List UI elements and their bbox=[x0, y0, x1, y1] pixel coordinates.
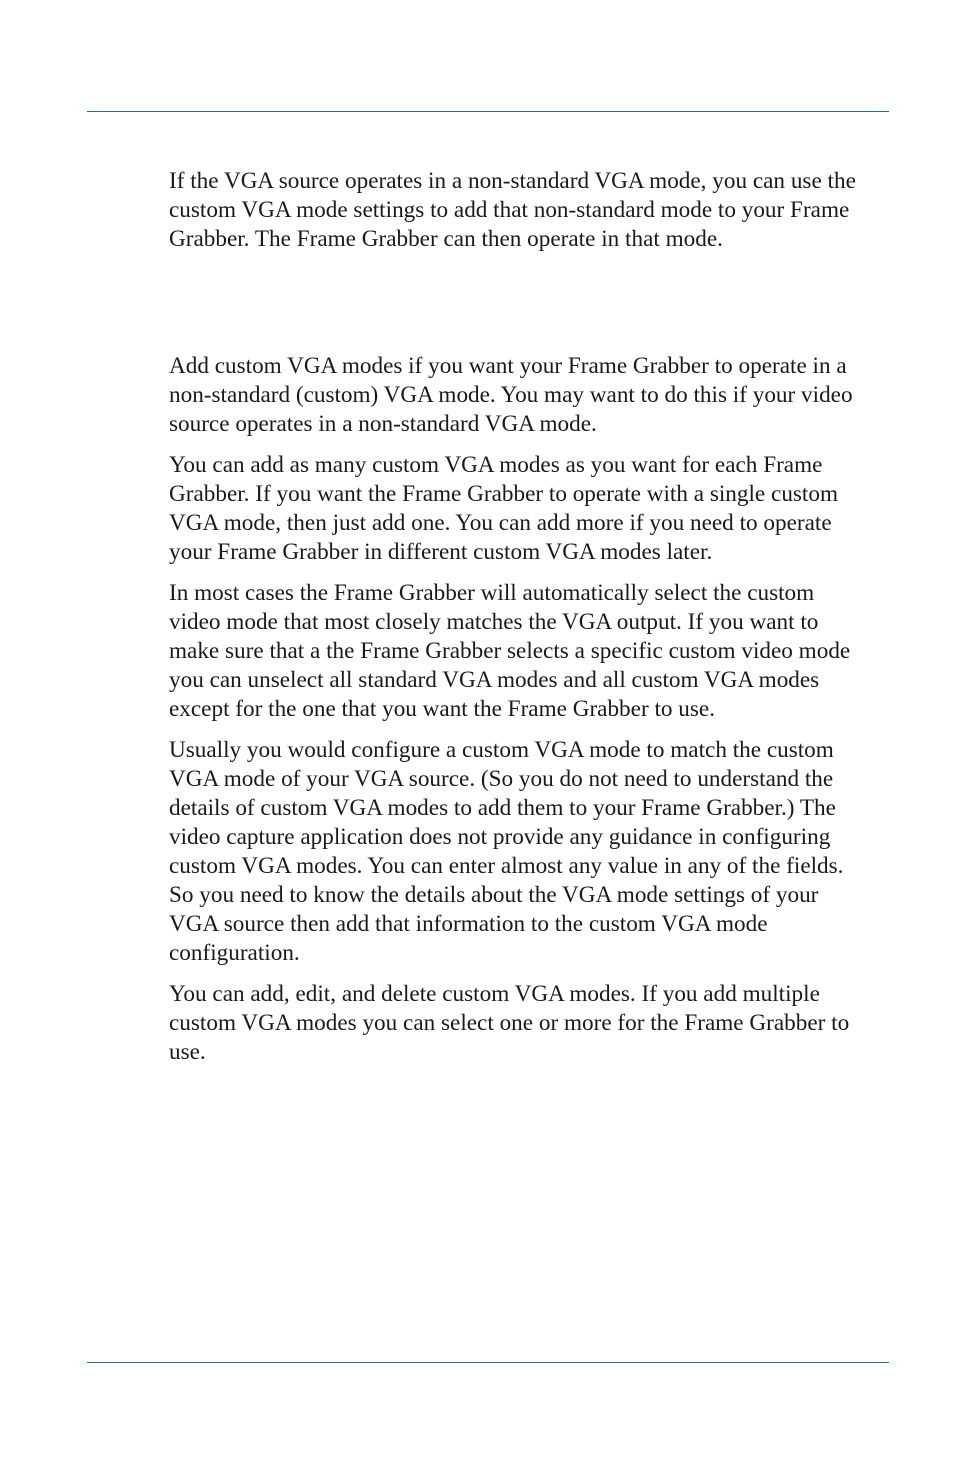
intro-paragraph: If the VGA source operates in a non-standard VGA mode, you can use the custom VGA mode settings to add that non-standard mode to your Frame Grabber. The Frame Grabber can then operate in that mode. bbox=[169, 168, 856, 252]
body-paragraph-2: You can add as many custom VGA modes as you want for each Frame Grabber. If you want the Frame Grabber to operate with a single custom VGA mode, then just add one. You can add more if you need to operate your Frame Grabber in different custom VGA modes later. bbox=[169, 452, 839, 565]
footer-rule bbox=[87, 1362, 889, 1363]
body-paragraph-4: Usually you would configure a custom VGA mode to match the custom VGA mode of your VGA source. (So you do not need to understand the details of custom VGA modes to add them to your Frame Grabber.) The video capture application does not provide any guidance in configuring custom VGA modes. You can enter almost any value in any of the fields. So you need to know the details about the VGA mode settings of your VGA source then add that information to the custom VGA mode configuration. bbox=[169, 737, 844, 966]
body-paragraph-5: You can add, edit, and delete custom VGA modes. If you add multiple custom VGA modes you can select one or more for the Frame Grabber to use. bbox=[169, 981, 850, 1065]
body-paragraph-1: Add custom VGA modes if you want your Frame Grabber to operate in a non-standard (custom) VGA mode. You may want to do this if your video source operates in a non-standard VGA mode. bbox=[169, 353, 853, 437]
intro-section bbox=[169, 167, 869, 254]
header-rule bbox=[87, 111, 889, 112]
custom-vga-section bbox=[169, 352, 869, 1067]
body-paragraph-3: In most cases the Frame Grabber will automatically select the custom video mode that most closely matches the VGA output. If you want to make sure that a the Frame Grabber selects a specific custom video mode you can unselect all standard VGA modes and all custom VGA modes except for the one that you want the Frame Grabber to use. bbox=[169, 580, 851, 722]
